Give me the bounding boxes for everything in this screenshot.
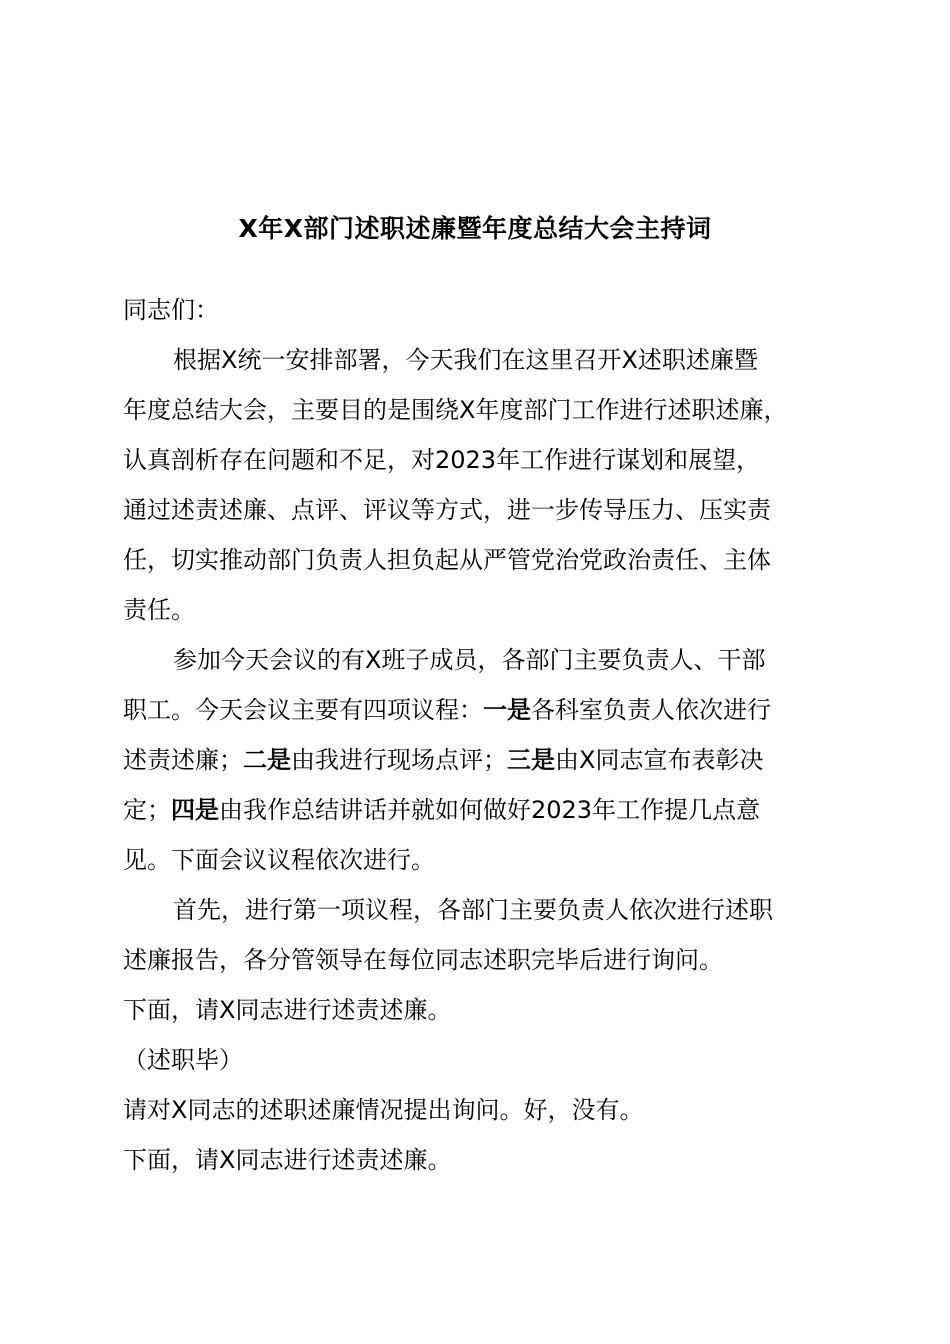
paragraph-call-next-speaker: 下面，请X同志进行述责述廉。 xyxy=(123,1146,452,1174)
text-line: 述责述廉；二是由我进行现场点评；三是由X同志宣布表彰决 xyxy=(123,746,764,774)
paragraph-first-item xyxy=(123,885,833,985)
paragraph-questions: 请对X同志的述职述廉情况提出询问。好，没有。 xyxy=(123,1096,644,1124)
paragraph-agenda xyxy=(123,635,833,885)
agenda-marker: 一是 xyxy=(483,696,531,724)
salutation: 同志们： xyxy=(123,296,219,324)
text-line: 任，切实推动部门负责人担负起从严管党治党政治责任、主体 xyxy=(123,546,771,574)
text-line: 述廉报告，各分管领导在每位同志述职完毕后进行询问。 xyxy=(123,946,723,974)
text-line: 职工。今天会议主要有四项议程：一是各科室负责人依次进行 xyxy=(123,696,771,724)
agenda-marker: 二是 xyxy=(243,746,291,774)
agenda-marker: 四是 xyxy=(171,796,219,824)
text-line: 责任。 xyxy=(123,596,195,624)
paragraph-stage-note: （述职毕） xyxy=(123,1046,243,1074)
text-line: 通过述责述廉、点评、评议等方式，进一步传导压力、压实责 xyxy=(123,496,771,524)
text-line: 根据X统一安排部署，今天我们在这里召开X述职述廉暨 xyxy=(173,346,758,374)
text-line: 首先，进行第一项议程，各部门主要负责人依次进行述职 xyxy=(173,896,773,924)
document-title: X年X部门述职述廉暨年度总结大会主持词 xyxy=(238,214,712,243)
document-body xyxy=(123,285,833,1185)
agenda-marker: 三是 xyxy=(507,746,555,774)
paragraph-opening xyxy=(123,335,833,635)
text-line: 见。下面会议议程依次进行。 xyxy=(123,846,435,874)
text-line: 定；四是由我作总结讲话并就如何做好2023年工作提几点意 xyxy=(123,796,761,824)
text-line: 参加今天会议的有X班子成员，各部门主要负责人、干部 xyxy=(173,646,766,674)
paragraph-call-speaker: 下面，请X同志进行述责述廉。 xyxy=(123,996,452,1024)
text-line: 年度总结大会，主要目的是围绕X年度部门工作进行述职述廉， xyxy=(123,396,788,424)
text-line: 认真剖析存在问题和不足，对2023年工作进行谋划和展望， xyxy=(123,446,761,474)
